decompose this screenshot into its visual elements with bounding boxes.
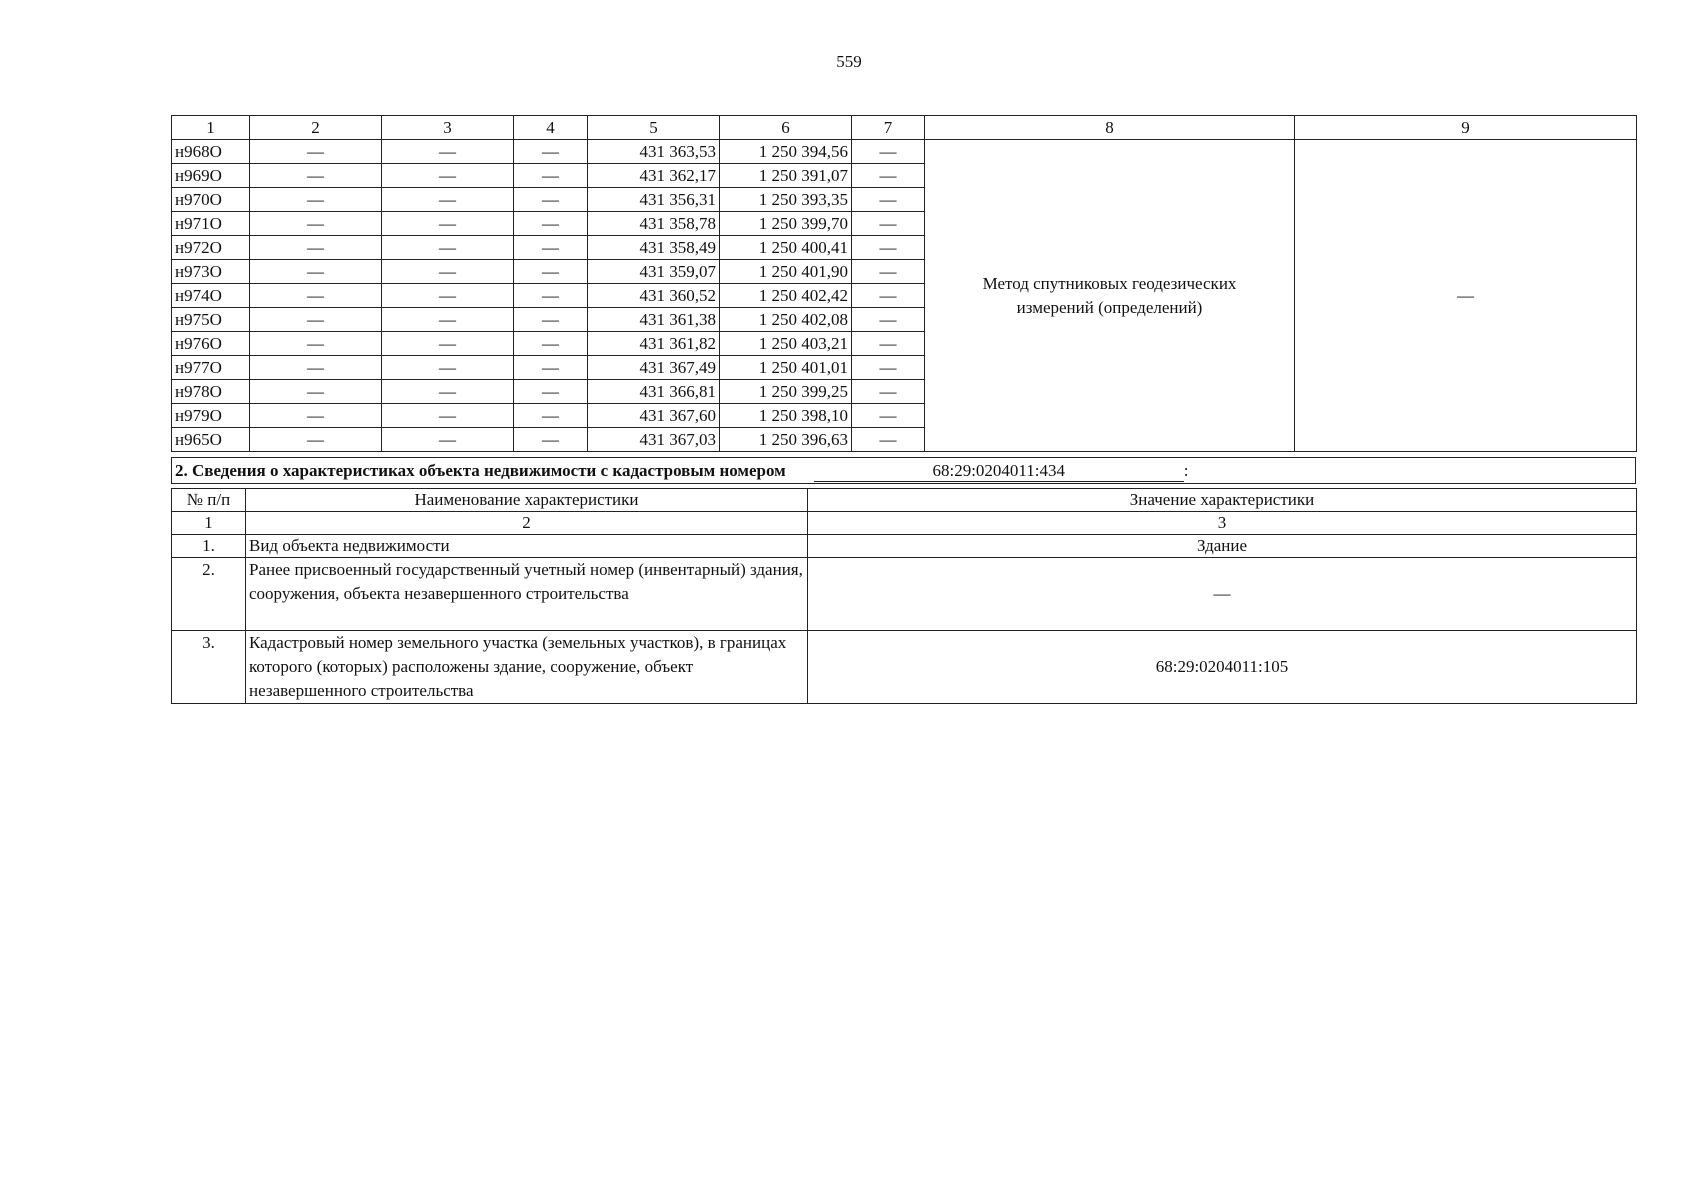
col-7: — (852, 308, 925, 332)
section-2-heading: 2. Сведения о характеристиках объекта недвижимости с кадастровым номером (175, 461, 786, 480)
col-3: — (382, 236, 514, 260)
column-number: 4 (514, 116, 588, 140)
col-3: — (382, 356, 514, 380)
col-2: — (250, 380, 382, 404)
point-name: н965О (172, 428, 250, 452)
x-coordinate: 431 356,31 (588, 188, 720, 212)
x-coordinate: 431 361,38 (588, 308, 720, 332)
char-value: 68:29:0204011:105 (808, 631, 1637, 704)
coord-header-row (172, 116, 1637, 140)
x-coordinate: 431 366,81 (588, 380, 720, 404)
x-coordinate: 431 367,03 (588, 428, 720, 452)
y-coordinate: 1 250 394,56 (720, 140, 852, 164)
col-4: — (514, 356, 588, 380)
y-coordinate: 1 250 401,90 (720, 260, 852, 284)
col-3: — (382, 212, 514, 236)
char-row (172, 631, 1637, 704)
x-coordinate: 431 358,49 (588, 236, 720, 260)
measurement-method: Метод спутниковых геодезических измерений (определений) (925, 140, 1295, 452)
col-2: — (250, 404, 382, 428)
x-coordinate: 431 363,53 (588, 140, 720, 164)
col-4: — (514, 404, 588, 428)
x-coordinate: 431 360,52 (588, 284, 720, 308)
y-coordinate: 1 250 402,42 (720, 284, 852, 308)
col-4: — (514, 428, 588, 452)
col-3: — (382, 308, 514, 332)
title-suffix: : (1183, 461, 1189, 480)
point-name: н972О (172, 236, 250, 260)
col-number: 3 (808, 512, 1637, 535)
x-coordinate: 431 361,82 (588, 332, 720, 356)
col-3: — (382, 380, 514, 404)
char-value: Здание (808, 535, 1637, 558)
col-7: — (852, 140, 925, 164)
char-num: 2. (172, 558, 246, 631)
char-row (172, 535, 1637, 558)
col-4: — (514, 284, 588, 308)
col-4: — (514, 164, 588, 188)
point-name: н971О (172, 212, 250, 236)
col-3: — (382, 428, 514, 452)
column-number: 1 (172, 116, 250, 140)
col-2: — (250, 236, 382, 260)
char-name: Вид объекта недвижимости (246, 535, 808, 558)
y-coordinate: 1 250 391,07 (720, 164, 852, 188)
col-2: — (250, 140, 382, 164)
column-number: 2 (250, 116, 382, 140)
column-number: 7 (852, 116, 925, 140)
point-name: н968О (172, 140, 250, 164)
col-2: — (250, 260, 382, 284)
col-2: — (250, 332, 382, 356)
col-7: — (852, 284, 925, 308)
col-7: — (852, 212, 925, 236)
point-name: н975О (172, 308, 250, 332)
cadastral-number: 68:29:0204011:434 (814, 460, 1184, 482)
col-2: — (250, 428, 382, 452)
column-number: 3 (382, 116, 514, 140)
col-4: — (514, 260, 588, 284)
point-name: н973О (172, 260, 250, 284)
x-coordinate: 431 358,78 (588, 212, 720, 236)
column-number: 8 (925, 116, 1295, 140)
col-7: — (852, 380, 925, 404)
char-value: — (808, 558, 1637, 631)
x-coordinate: 431 367,60 (588, 404, 720, 428)
point-name: н974О (172, 284, 250, 308)
point-name: н970О (172, 188, 250, 212)
char-name: Ранее присвоенный государственный учетный номер (инвентарный) здания, сооружения, объекта незавершенного строительства (246, 558, 808, 631)
header-num: № п/п (172, 489, 246, 512)
col-2: — (250, 284, 382, 308)
col-3: — (382, 164, 514, 188)
col-number: 1 (172, 512, 246, 535)
col-2: — (250, 188, 382, 212)
col-2: — (250, 212, 382, 236)
header-name: Наименование характеристики (246, 489, 808, 512)
column-number: 6 (720, 116, 852, 140)
col-4: — (514, 380, 588, 404)
y-coordinate: 1 250 393,35 (720, 188, 852, 212)
col-7: — (852, 164, 925, 188)
point-name: н978О (172, 380, 250, 404)
y-coordinate: 1 250 396,63 (720, 428, 852, 452)
y-coordinate: 1 250 401,01 (720, 356, 852, 380)
col-7: — (852, 404, 925, 428)
col-3: — (382, 284, 514, 308)
char-num: 1. (172, 535, 246, 558)
col-2: — (250, 356, 382, 380)
char-header-row (172, 489, 1637, 512)
coord-row (172, 140, 1637, 164)
col-7: — (852, 428, 925, 452)
col-3: — (382, 404, 514, 428)
characteristics-table (171, 488, 1637, 704)
x-coordinate: 431 359,07 (588, 260, 720, 284)
y-coordinate: 1 250 398,10 (720, 404, 852, 428)
col-9-value: — (1295, 140, 1637, 452)
col-7: — (852, 188, 925, 212)
col-3: — (382, 260, 514, 284)
col-7: — (852, 356, 925, 380)
col-3: — (382, 188, 514, 212)
col-7: — (852, 332, 925, 356)
col-7: — (852, 236, 925, 260)
coordinates-table (171, 115, 1637, 452)
y-coordinate: 1 250 403,21 (720, 332, 852, 356)
header-value: Значение характеристики (808, 489, 1637, 512)
col-4: — (514, 308, 588, 332)
char-name: Кадастровый номер земельного участка (земельных участков), в границах которого (которых) расположены здание, сооружение, объект незавершенного строительства (246, 631, 808, 704)
section-2-title-row (171, 457, 1636, 484)
col-3: — (382, 332, 514, 356)
page-number: 559 (836, 52, 862, 71)
col-4: — (514, 332, 588, 356)
col-4: — (514, 236, 588, 260)
point-name: н969О (172, 164, 250, 188)
point-name: н977О (172, 356, 250, 380)
point-name: н976О (172, 332, 250, 356)
y-coordinate: 1 250 402,08 (720, 308, 852, 332)
col-4: — (514, 212, 588, 236)
char-row (172, 558, 1637, 631)
col-4: — (514, 188, 588, 212)
char-col-numbers-row (172, 512, 1637, 535)
col-number: 2 (246, 512, 808, 535)
column-number: 9 (1295, 116, 1637, 140)
x-coordinate: 431 362,17 (588, 164, 720, 188)
y-coordinate: 1 250 399,70 (720, 212, 852, 236)
col-3: — (382, 140, 514, 164)
col-7: — (852, 260, 925, 284)
col-2: — (250, 164, 382, 188)
point-name: н979О (172, 404, 250, 428)
x-coordinate: 431 367,49 (588, 356, 720, 380)
section-2-title (172, 458, 1636, 484)
col-2: — (250, 308, 382, 332)
y-coordinate: 1 250 399,25 (720, 380, 852, 404)
col-4: — (514, 140, 588, 164)
column-number: 5 (588, 116, 720, 140)
y-coordinate: 1 250 400,41 (720, 236, 852, 260)
char-num: 3. (172, 631, 246, 704)
